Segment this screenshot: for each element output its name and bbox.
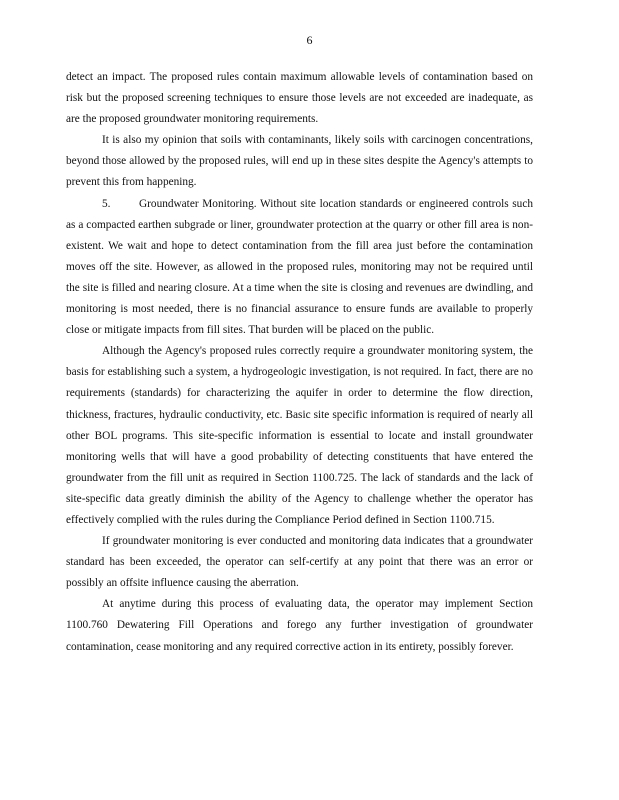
paragraph-groundwater-monitoring-text: Groundwater Monitoring. Without site location standards or engineered controls such as a compacted earthen subgrade or liner, groundwater protection at the quarry or other fill area is non-existent. We wait and hope to detect contamination from the fill area just before the contamination moves off the site. However, as allowed in the proposed rules, monitoring may not be required until the site is filled and nearing closure. At a time when the site is closing and revenues are dwindling, and monitoring is most needed, there is no financial assurance to ensure funds are available to properly close or mitigate impacts from fill sites. That burden will be placed on the public.	[66, 197, 533, 337]
document-body	[66, 67, 533, 658]
paragraph-groundwater-monitoring	[66, 194, 533, 342]
paragraph-continuation: detect an impact. The proposed rules contain maximum allowable levels of contamination based on risk but the proposed screening techniques to ensure those levels are not exceeded are inadequate, as are the proposed groundwater monitoring requirements.	[66, 71, 533, 126]
paragraph-number: 5.	[102, 197, 111, 210]
paragraph-self-certify: If groundwater monitoring is ever conducted and monitoring data indicates that a groundwater standard has been exceeded, the operator can self-certify at any point that there was an error or possibly an offsite influence causing the aberration.	[66, 535, 533, 590]
paragraph-hydrogeologic-investigation: Although the Agency's proposed rules correctly require a groundwater monitoring system, the basis for establishing such a system, a hydrogeologic investigation, is not required. In fact, there are no requirements (standards) for characterizing the aquifer in order to determine the flow direction, thickness, fractures, hydraulic conductivity, etc. Basic site specific information is required of nearly all other BOL programs. This site-specific information is essential to locate and install groundwater monitoring wells that will have a good probability of detecting constituents that have entered the groundwater from the fill unit as required in Section 1100.725. The lack of standards and the lack of site-specific data greatly diminish the ability of the Agency to challenge whether the operator has effectively complied with the rules during the Compliance Period defined in Section 1100.715.	[66, 345, 533, 526]
page-number: 6	[306, 33, 313, 47]
paragraph-dewatering: At anytime during this process of evaluating data, the operator may implement Section 1100.760 Dewatering Fill Operations and forego any further investigation of groundwater contamination, cease monitoring and any required corrective action in its entirety, possibly forever.	[66, 598, 533, 653]
paragraph-soils-opinion: It is also my opinion that soils with contaminants, likely soils with carcinogen concentrations, beyond those allowed by the proposed rules, will end up in these sites despite the Agency's attempts to prevent this from happening.	[66, 134, 533, 189]
